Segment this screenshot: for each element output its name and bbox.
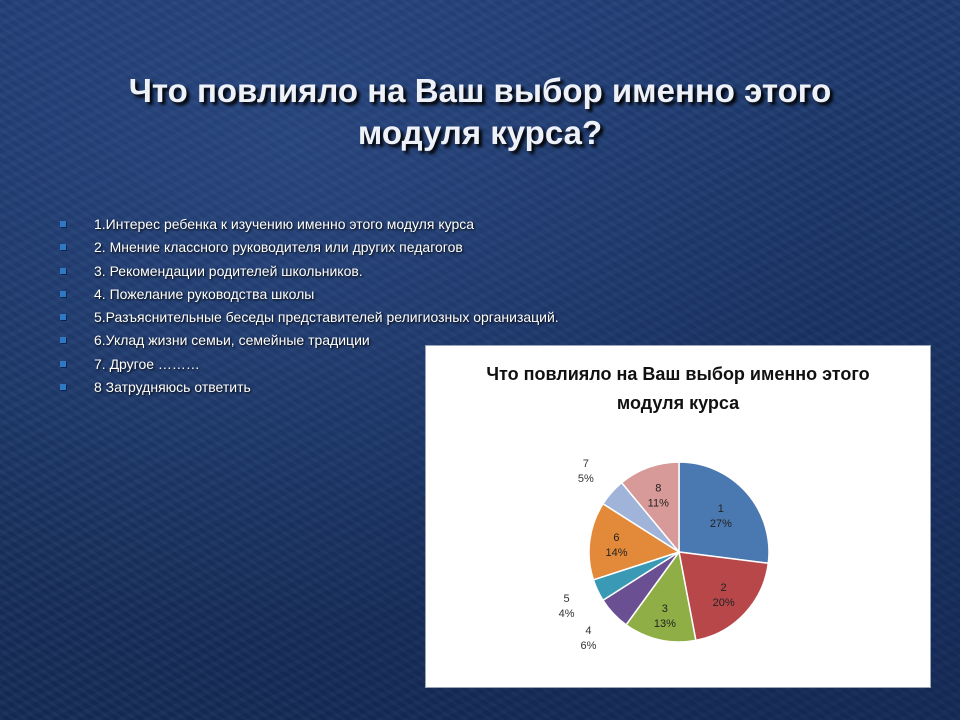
slide-title-line2: модуля курса? [357,114,603,151]
list-item-text: 4. Пожелание руководства школы [94,285,315,302]
list-item-text: 7. Другое ……… [94,355,200,372]
slice-label-4: 4 [585,625,592,638]
slice-percent-label-7: 5% [577,472,594,485]
list-item-text: 8 Затрудняюсь ответить [94,379,251,396]
slice-label-5: 5 [563,592,570,605]
slice-label-2: 2 [720,581,727,594]
slice-percent-label-5: 4% [558,607,575,620]
watermark-text: Shared [806,658,887,688]
pie-chart-panel [425,345,931,688]
list-item [60,306,559,329]
list-item-text: 1.Интерес ребенка к изучению именно этого модуля курса [94,216,475,232]
bullet-square-icon [60,384,66,390]
chart-title-line1: Что повлияло на Ваш выбор именно этого [486,364,870,384]
bullet-square-icon [60,244,66,250]
list-item-text: 5.Разъяснительные беседы представителей религиозных организаций. [94,309,559,326]
pie-chart [426,346,930,687]
slice-percent-label-2: 20% [712,596,735,609]
slide-title [0,70,960,154]
list-item [60,213,559,236]
watermark [768,658,887,689]
slice-percent-label-3: 13% [653,618,676,631]
list-item-text: 3. Рекомендации родителей школьников. [94,262,363,279]
list-item [60,260,559,283]
slice-percent-label-6: 14% [605,547,628,560]
slice-percent-label-1: 27% [709,518,732,531]
slice-label-6: 6 [613,532,620,545]
bullet-square-icon [60,337,66,343]
list-item [60,283,559,306]
slice-label-7: 7 [582,457,589,470]
bullet-square-icon [60,291,66,297]
bullet-square-icon [60,221,66,227]
pie-slice-1 [679,462,769,563]
chart-title-line2: модуля курса [616,393,740,413]
slide-title-line1: Что повлияло на Ваш выбор именно этого [128,72,832,109]
list-item-text: 2. Мнение классного руководителя или других педагогов [94,239,463,256]
bullet-square-icon [60,314,66,320]
list-item [60,236,559,259]
slice-percent-label-8: 11% [647,497,669,510]
list-item-text: 6.Уклад жизни семьи, семейные традиции [94,332,370,349]
slice-label-1: 1 [717,503,724,516]
slice-percent-label-4: 6% [580,640,597,653]
bullet-square-icon [60,361,66,367]
bullet-square-icon [60,268,66,274]
slice-label-8: 8 [655,482,662,495]
presentation-board-icon [768,658,798,684]
slice-label-3: 3 [661,603,668,616]
